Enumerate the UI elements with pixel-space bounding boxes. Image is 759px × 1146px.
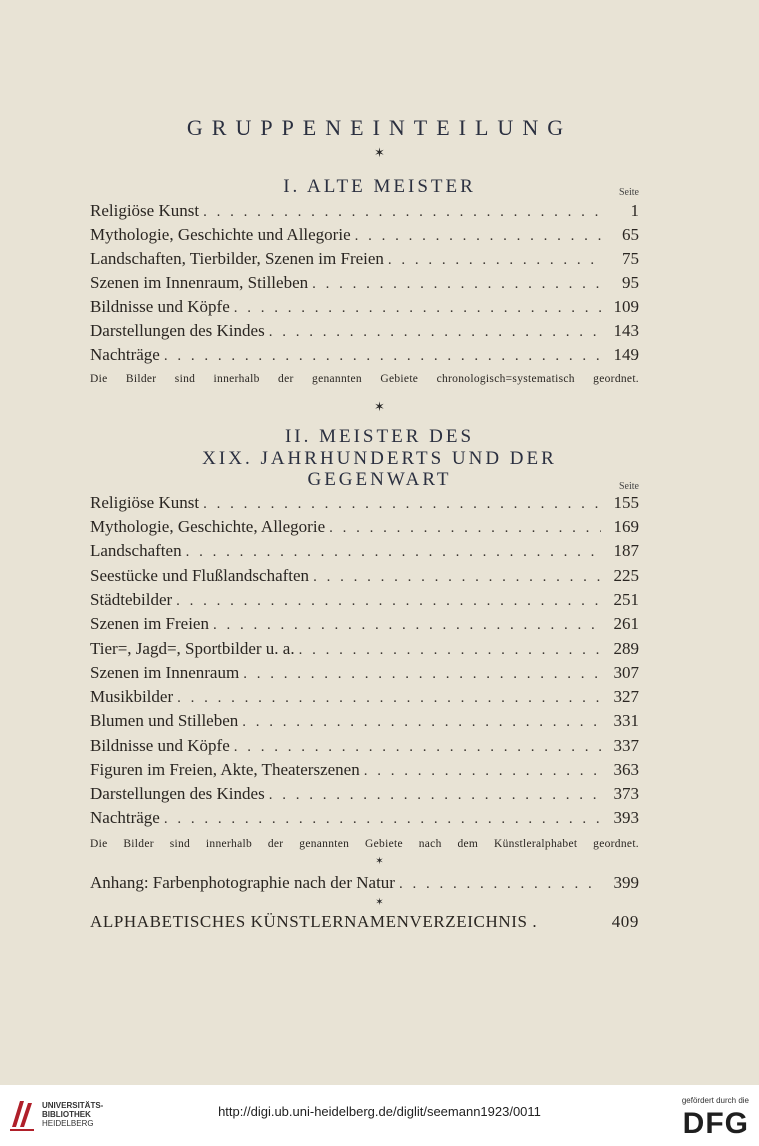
toc-entry-page: 187: [613, 541, 639, 560]
toc-entry[interactable]: [90, 685, 639, 709]
toc-entry[interactable]: [90, 491, 639, 515]
toc-entry-label: Anhang: Farbenphotographie nach der Natur: [90, 873, 395, 892]
leader-dots: [269, 783, 601, 807]
toc-entry-page: 307: [613, 663, 639, 682]
toc-entry-label: Nachträge: [90, 808, 160, 827]
toc-entry-label: ALPHABETISCHES KÜNSTLERNAMENVERZEICHNIS .: [90, 912, 538, 931]
leader-dots: [186, 540, 601, 564]
toc-entry-page: 261: [613, 614, 639, 633]
logo-line1: UNIVERSITÄTS-: [42, 1101, 104, 1110]
toc-entry[interactable]: [90, 223, 639, 247]
toc-entry-label: Religiöse Kunst: [90, 493, 200, 512]
section2-heading-line1: II. MEISTER DES: [284, 426, 475, 447]
leader-dots: [364, 759, 601, 783]
ornament-star-3: ✶: [375, 856, 384, 867]
toc-entry-label: Landschaften, Tierbilder, Szenen im Freien: [90, 249, 384, 268]
toc-entry-label: Nachträge: [90, 345, 160, 364]
toc-entry-label: Tier=, Jagd=, Sportbilder u. a.: [90, 639, 295, 658]
toc-entry[interactable]: [90, 637, 639, 661]
toc-entry-label: Figuren im Freien, Akte, Theaterszenen: [90, 760, 360, 779]
toc-entry-label: Landschaften: [90, 541, 182, 560]
leader-dots: [234, 296, 601, 320]
toc-entry-page: 289: [613, 639, 639, 658]
section1-seite-label: Seite: [619, 187, 639, 198]
toc-entry[interactable]: [90, 758, 639, 782]
leader-dots: [388, 248, 601, 272]
toc-entry-page: 327: [613, 687, 639, 706]
leader-dots: [203, 200, 601, 224]
ornament-star-4: ✶: [375, 897, 384, 908]
page-title: GRUPPENEINTEILUNG: [186, 115, 573, 140]
toc-entry-index[interactable]: [90, 912, 639, 938]
toc-entry-label: Religiöse Kunst: [90, 201, 200, 220]
toc-entry-page: 331: [613, 711, 639, 730]
ornament-star-2: ✶: [374, 400, 385, 415]
source-url-link[interactable]: http://digi.ub.uni-heidelberg.de/diglit/seemann1923/0011: [218, 1104, 541, 1119]
footer-bar: [0, 1085, 759, 1146]
toc-entry-page: 337: [613, 736, 639, 755]
leader-dots: [329, 516, 601, 540]
leader-dots: [269, 320, 601, 344]
section2-seite-label: Seite: [619, 481, 639, 492]
leader-dots: [203, 492, 601, 516]
toc-entry-page: 409: [611, 912, 639, 931]
toc-entry-page: 95: [622, 273, 639, 292]
toc-entry-label: Mythologie, Geschichte und Allegorie: [90, 225, 351, 244]
leader-dots: [243, 662, 601, 686]
toc-entry[interactable]: [90, 734, 639, 758]
toc-entry-page: 399: [613, 873, 639, 892]
toc-entry-page: 373: [613, 784, 639, 803]
toc-entry-label: Mythologie, Geschichte, Allegorie: [90, 517, 326, 536]
toc-entry[interactable]: [90, 199, 639, 223]
logo-line2: BIBLIOTHEK: [42, 1110, 91, 1119]
toc-entry-page: 363: [613, 760, 639, 779]
leader-dots: [177, 686, 601, 710]
toc-entry-page: 1: [630, 201, 639, 220]
section1-note: Die Bilder sind innerhalb der genannten Gebiete chronologisch=systematisch geordnet.: [90, 373, 639, 385]
toc-entry[interactable]: [90, 295, 639, 319]
toc-entry[interactable]: [90, 612, 639, 636]
toc-entry-page: 143: [613, 321, 639, 340]
toc-entry-label: Blumen und Stilleben: [90, 711, 239, 730]
toc-entry-label: Bildnisse und Köpfe: [90, 297, 230, 316]
toc-entry[interactable]: [90, 515, 639, 539]
leader-dots: [355, 224, 601, 248]
ornament-star-1: ✶: [374, 146, 385, 161]
toc-entry-page: 225: [613, 566, 639, 585]
toc-entry-page: 169: [613, 517, 639, 536]
toc-entry[interactable]: [90, 806, 639, 830]
leader-dots: [176, 589, 601, 613]
leader-dots: [313, 565, 601, 589]
leader-dots: [299, 638, 601, 662]
toc-entry[interactable]: [90, 782, 639, 806]
toc-entry[interactable]: [90, 271, 639, 295]
section2-heading-line3: GEGENWART: [307, 469, 452, 490]
toc-entry[interactable]: [90, 564, 639, 588]
leader-dots: [213, 613, 601, 637]
leader-dots: [399, 872, 601, 896]
toc-entry-label: Darstellungen des Kindes: [90, 784, 265, 803]
toc-entry-page: 155: [613, 493, 639, 512]
toc-entry-label: Bildnisse und Köpfe: [90, 736, 230, 755]
toc-entry-label: Städtebilder: [90, 590, 173, 609]
leader-dots: [164, 807, 601, 831]
toc-entry-page: 149: [613, 345, 639, 364]
leader-dots: [242, 710, 601, 734]
toc-entry-page: 109: [613, 297, 639, 316]
leader-dots: [234, 735, 601, 759]
leader-dots: [164, 344, 601, 368]
toc-entry-page: 393: [613, 808, 639, 827]
toc-entry[interactable]: [90, 247, 639, 271]
toc-entry-anhang[interactable]: [90, 871, 639, 895]
toc-entry-label: Seestücke und Flußlandschaften: [90, 566, 310, 585]
section2-note: Die Bilder sind innerhalb der genannten Gebiete nach dem Künstleralphabet geordnet.: [90, 838, 639, 850]
toc-entry-page: 251: [613, 590, 639, 609]
toc-entry[interactable]: [90, 709, 639, 733]
toc-entry[interactable]: [90, 319, 639, 343]
logo-line3: HEIDELBERG: [42, 1119, 94, 1128]
toc-entry-label: Szenen im Innenraum: [90, 663, 240, 682]
toc-entry[interactable]: [90, 588, 639, 612]
toc-entry-label: Szenen im Freien: [90, 614, 209, 633]
toc-entry-label: Szenen im Innenraum, Stilleben: [90, 273, 309, 292]
section2-heading-line2: XIX. JAHRHUNDERTS UND DER: [202, 448, 557, 469]
dfg-caption: gefördert durch die: [681, 1096, 749, 1105]
toc-entry-label: Darstellungen des Kindes: [90, 321, 265, 340]
toc-entry-page: 75: [622, 249, 639, 268]
section1-heading: I. ALTE MEISTER: [283, 176, 476, 197]
toc-entry-page: 65: [622, 225, 639, 244]
toc-entry-label: Musikbilder: [90, 687, 174, 706]
dfg-logo-icon: DFG: [682, 1107, 749, 1140]
toc-entry[interactable]: [90, 343, 639, 367]
toc-entry[interactable]: [90, 539, 639, 563]
leader-dots: [312, 272, 601, 296]
toc-entry[interactable]: [90, 661, 639, 685]
